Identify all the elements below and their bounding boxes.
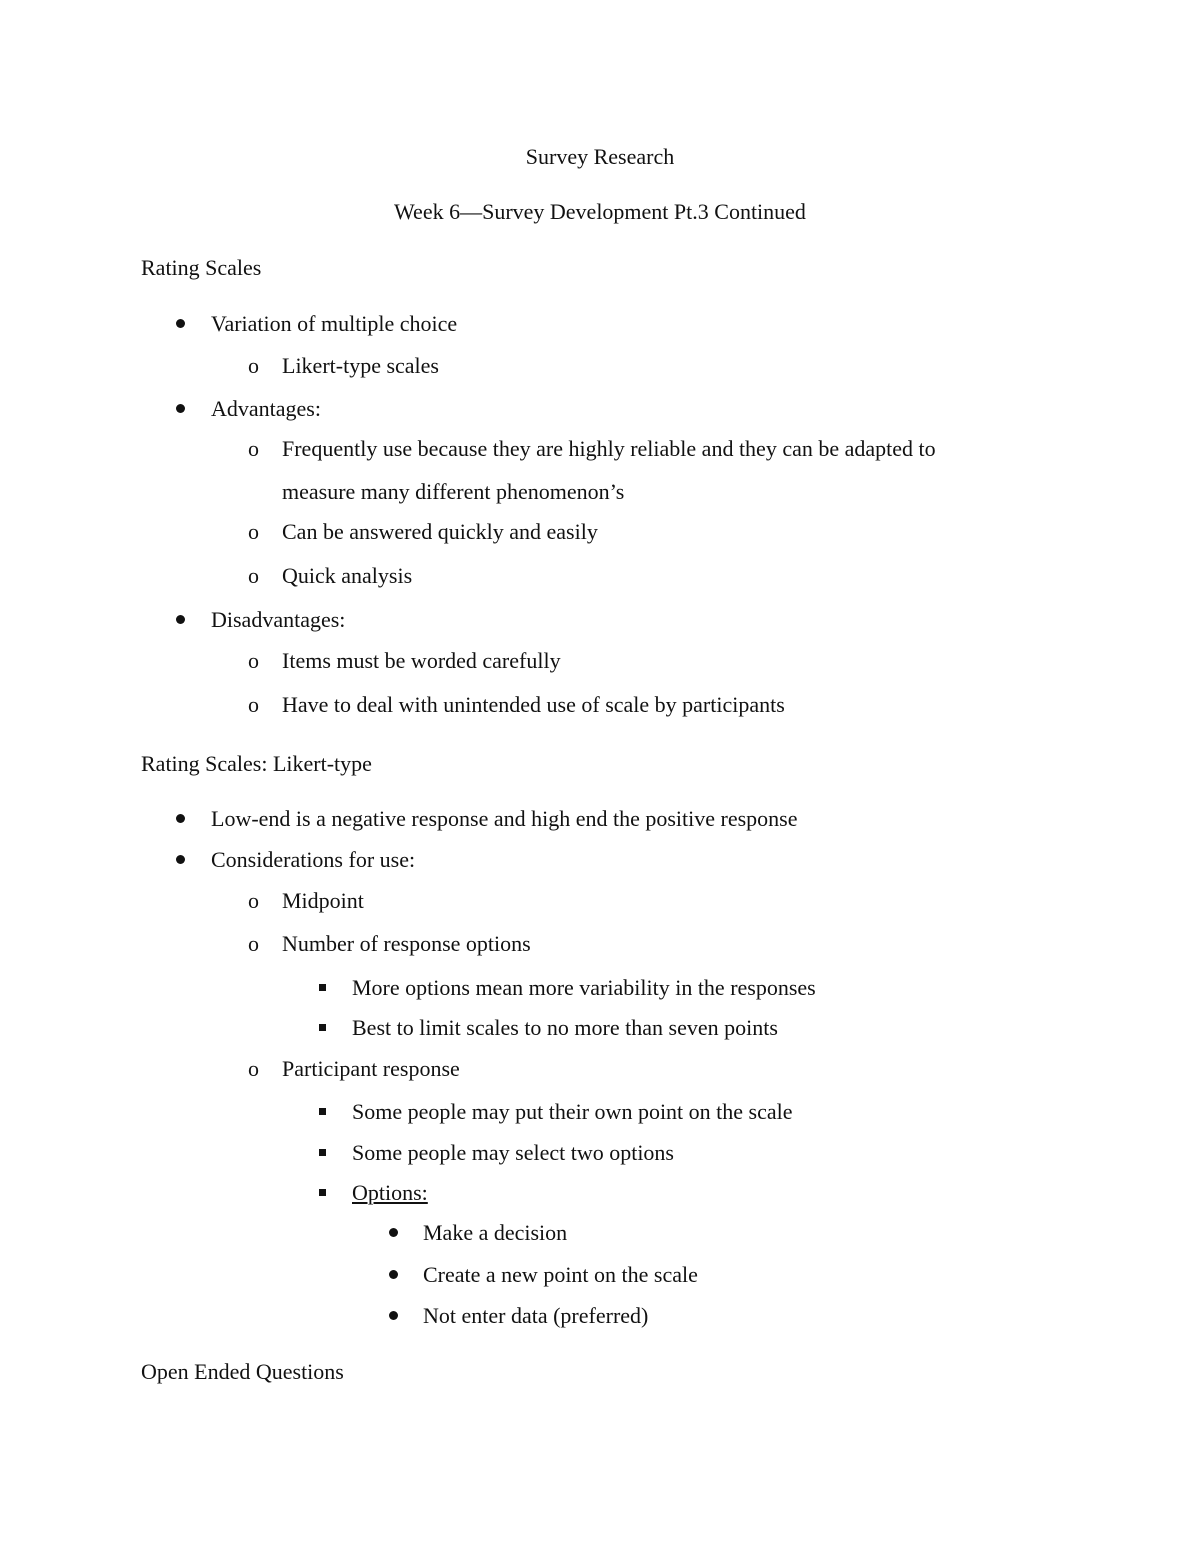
square-bullet-icon — [319, 1108, 326, 1115]
list-item-text: Create a new point on the scale — [423, 1262, 698, 1287]
section-heading: Rating Scales: Likert-type — [141, 751, 372, 776]
list-item-text: More options mean more variability in the responses — [352, 975, 816, 1000]
circle-bullet-icon: o — [248, 888, 259, 913]
list-item-text: Variation of multiple choice — [211, 311, 458, 336]
section-heading: Rating Scales — [141, 255, 262, 280]
list-item-text: Some people may select two options — [352, 1140, 674, 1165]
list-item-text: Likert-type scales — [282, 353, 439, 378]
bullet-icon — [176, 814, 185, 823]
bullet-icon — [176, 404, 185, 413]
square-bullet-icon — [319, 1024, 326, 1031]
section-heading: Open Ended Questions — [141, 1359, 344, 1384]
bullet-icon — [389, 1228, 398, 1237]
list-item-text: Make a decision — [423, 1220, 568, 1245]
circle-bullet-icon: o — [248, 519, 259, 544]
list-item-text: Frequently use because they are highly reliable and they can be adapted to — [282, 436, 936, 461]
circle-bullet-icon: o — [248, 692, 259, 717]
square-bullet-icon — [319, 984, 326, 991]
bullet-icon — [176, 615, 185, 624]
list-item-text: Low-end is a negative response and high end the positive response — [211, 806, 798, 831]
bullet-icon — [389, 1311, 398, 1320]
square-bullet-icon — [319, 1149, 326, 1156]
circle-bullet-icon: o — [248, 563, 259, 588]
list-item-text: Number of response options — [282, 931, 531, 956]
list-item-text: Some people may put their own point on the scale — [352, 1099, 793, 1124]
list-item-text: Can be answered quickly and easily — [282, 519, 598, 544]
list-item-text: Quick analysis — [282, 563, 413, 588]
document-subtitle: Week 6—Survey Development Pt.3 Continued — [394, 199, 806, 224]
list-item-text: Best to limit scales to no more than seven points — [352, 1015, 778, 1040]
list-item-text: measure many different phenomenon’s — [282, 479, 625, 504]
list-item-text: Considerations for use: — [211, 847, 416, 872]
circle-bullet-icon: o — [248, 931, 259, 956]
list-item-text: Not enter data (preferred) — [423, 1303, 649, 1328]
bullet-icon — [176, 855, 185, 864]
bullet-icon — [176, 319, 185, 328]
list-item-text: Items must be worded carefully — [282, 648, 561, 673]
list-item-text: Midpoint — [282, 888, 364, 913]
circle-bullet-icon: o — [248, 648, 259, 673]
list-item-text: Participant response — [282, 1056, 460, 1081]
circle-bullet-icon: o — [248, 353, 259, 378]
circle-bullet-icon: o — [248, 1056, 259, 1081]
list-item-text: Options: — [352, 1180, 428, 1205]
circle-bullet-icon: o — [248, 436, 259, 461]
list-item-text: Disadvantages: — [211, 607, 346, 632]
list-item-text: Have to deal with unintended use of scale by participants — [282, 692, 785, 717]
document-title: Survey Research — [525, 144, 675, 169]
bullet-icon — [389, 1270, 398, 1279]
square-bullet-icon — [319, 1189, 326, 1196]
list-item-text: Advantages: — [211, 396, 321, 421]
